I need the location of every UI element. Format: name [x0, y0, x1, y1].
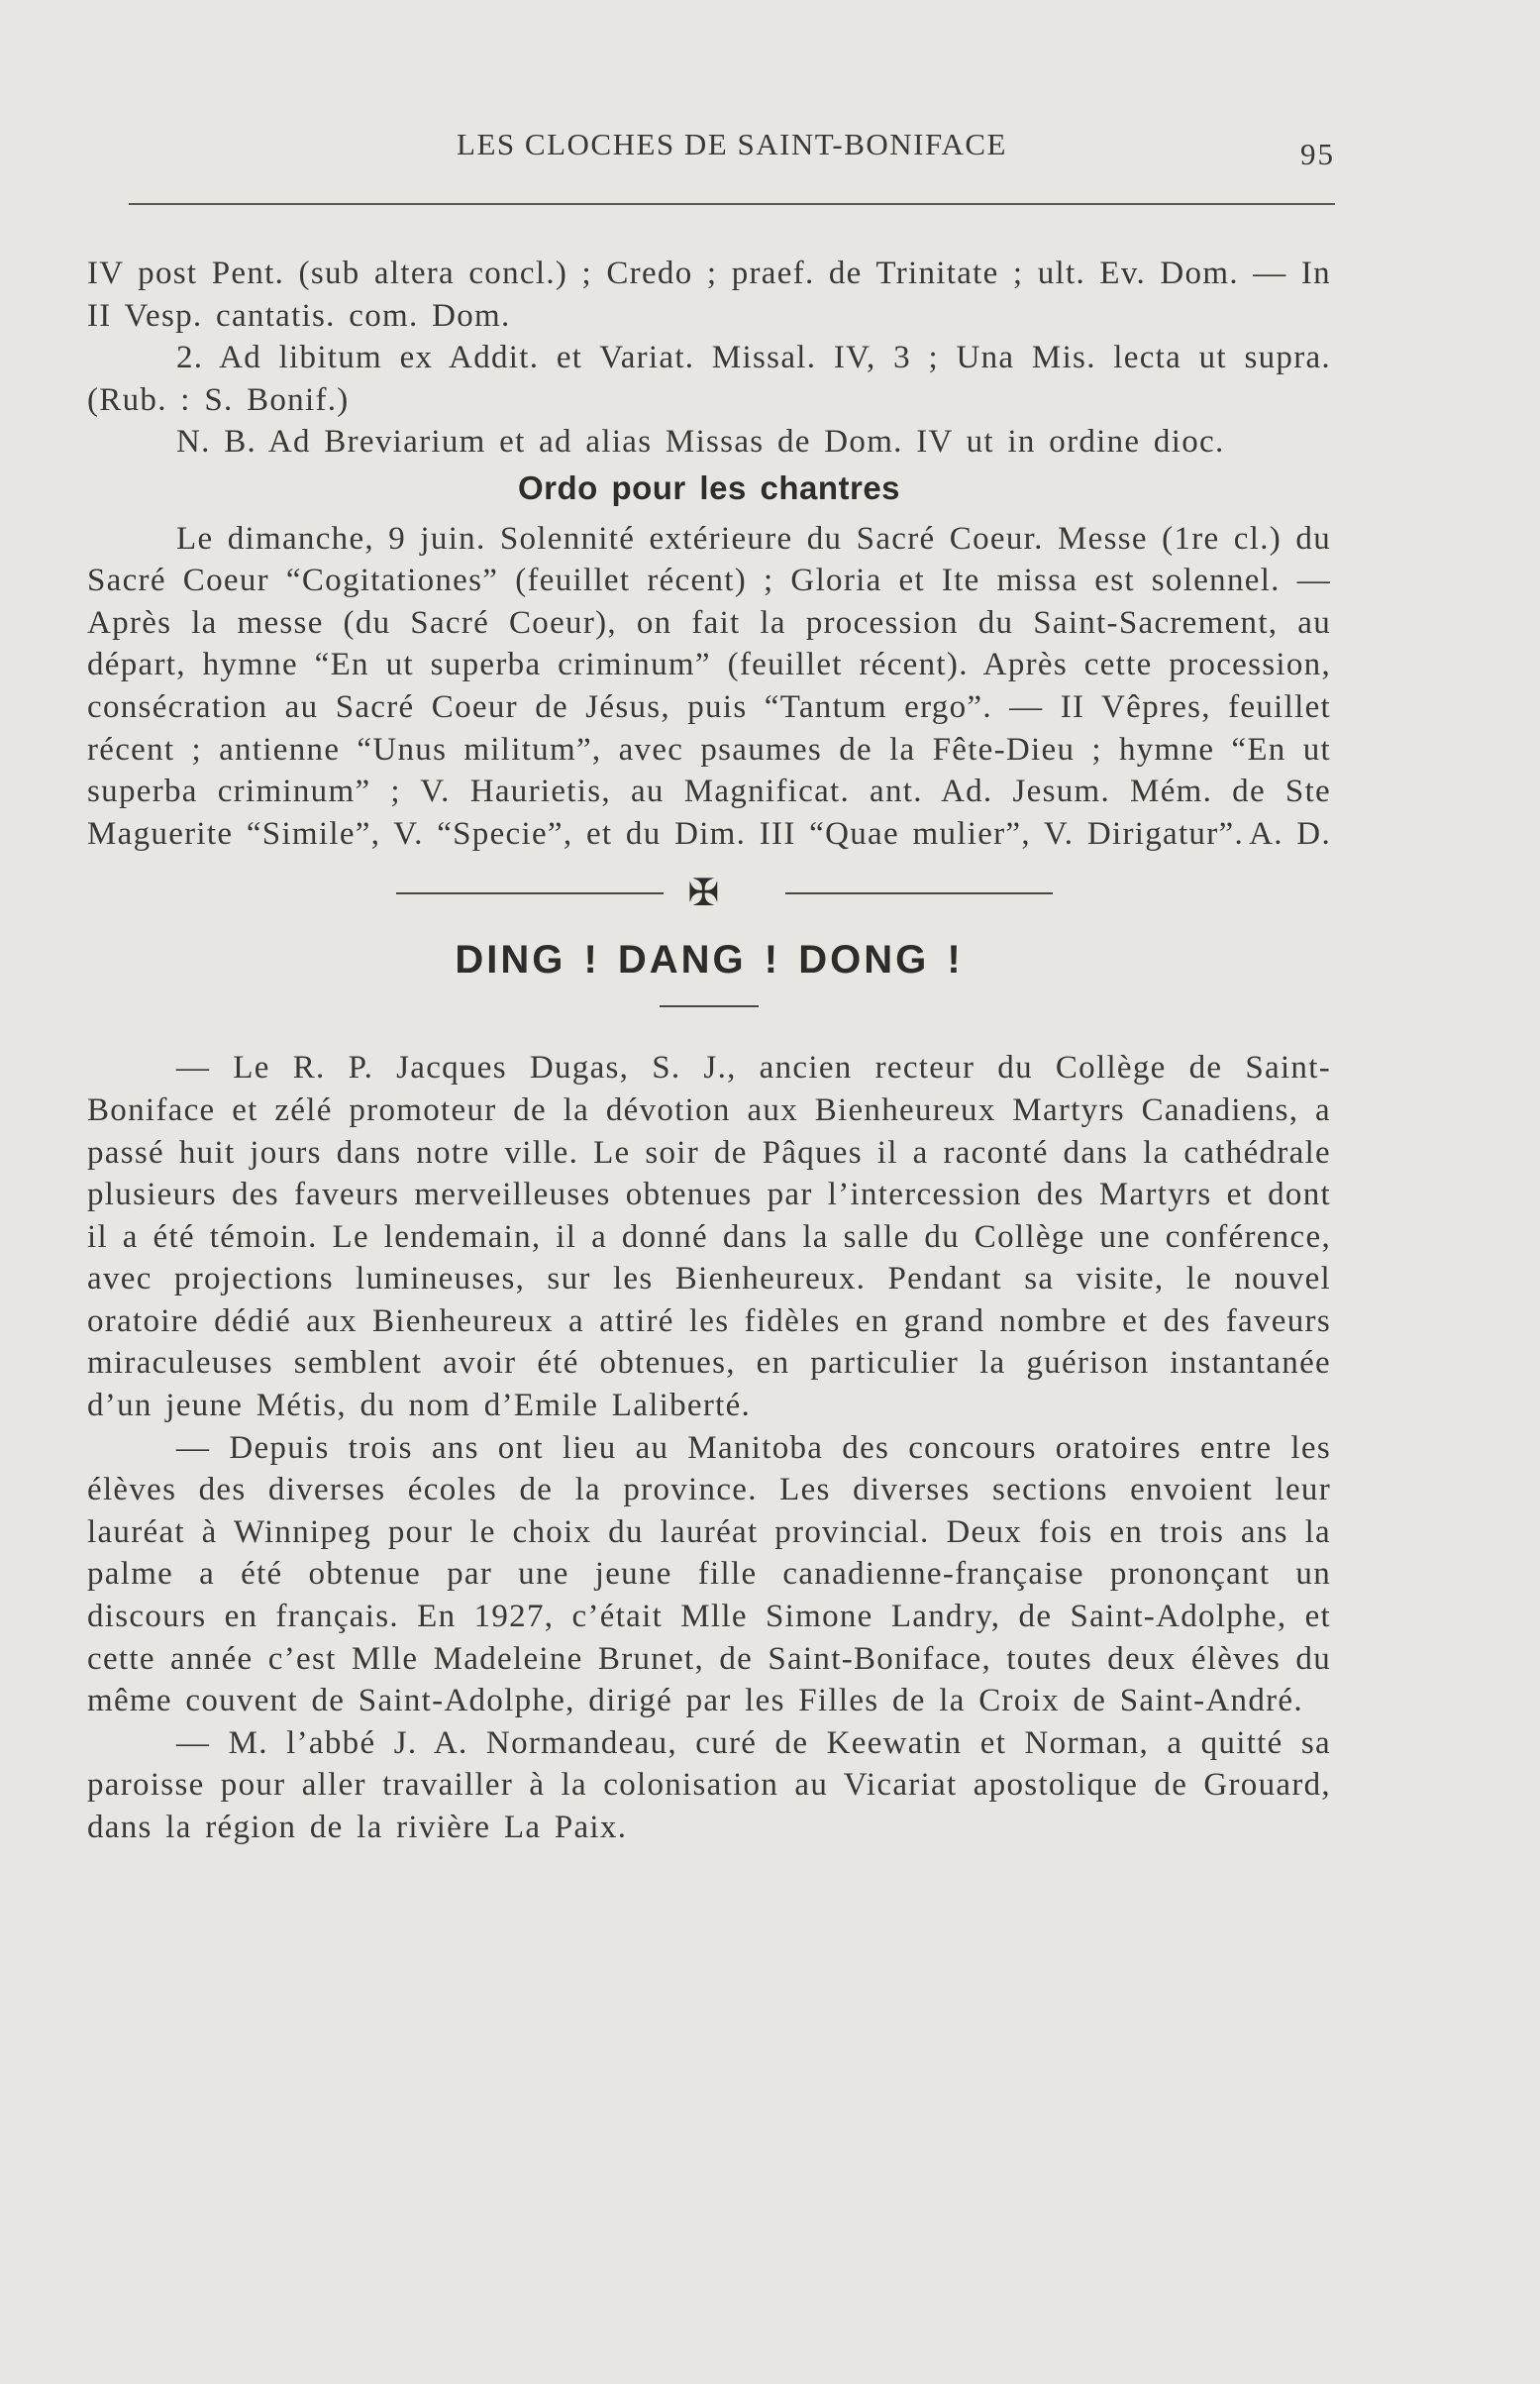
title-underline [660, 1005, 759, 1007]
header-rule [129, 203, 1335, 205]
running-head [129, 127, 1335, 186]
news-item-normandeau: — M. l’abbé J. A. Normandeau, curé de Keewatin et Norman, a quitté sa paroisse pour aller travailler à la colonisation au Vicariat apostolique de Grouard, dans la région de la rivière La Paix. [87, 1724, 1331, 1845]
news-item-dugas: — Le R. P. Jacques Dugas, S. J., ancien recteur du Collège de Saint-Boniface et zélé promoteur de la dévotion aux Bienheureux Martyrs Canadiens, a passé huit jours dans notre ville. Le soir de Pâques il a raconté dans la cathédrale plusieurs des faveurs merveilleuses obtenues par l’intercession des Martyrs et dont il a été témoin. Le lendemain, il a donné dans la salle du Collège une conférence, avec projections lumineuses, sur les Bienheureux. Pendant sa visite, le nouvel oratoire dédié aux Bienheureux a attiré les fidèles en grand nombre et des faveurs miraculeuses semblent avoir été obtenues, en particulier la guérison instantanée d’un jeune Métis, du nom d’Emile Laliberté. [87, 1050, 1331, 1424]
intro-paragraph-2: 2. Ad libitum ex Addit. et Variat. Missal. IV, 3 ; Una Mis. lecta ut supra. (Rub. : S. Bonif.) [87, 340, 1331, 418]
news-item-concours: — Depuis trois ans ont lieu au Manitoba des concours oratoires entre les élèves des diverses écoles de la province. Les diverses sections envoient leur lauréat à Winnipeg pour le choix du lauréat provincial. Deux fois en trois ans la palme a été obtenue par une jeune fille canadienne-française prononçant un discours en français. En 1927, c’était Mlle Simone Landry, de Saint-Adolphe, et cette année c’est Mlle Madeleine Brunet, de Saint-Boniface, toutes deux élèves du même couvent de Saint-Adolphe, dirigé par les Filles de la Croix de Saint-André. [87, 1429, 1331, 1719]
divider-rule-left [396, 892, 664, 894]
ordo-signature: A. D. [1249, 815, 1331, 852]
ordo-heading: Ordo pour les chantres [517, 468, 901, 506]
intro-paragraph-1: IV post Pent. (sub altera concl.) ; Credo ; praef. de Trinitate ; ult. Ev. Dom. — In II Vesp. cantatis. com. Dom. [87, 256, 1331, 334]
intro-paragraph-nb: N. B. Ad Breviarium et ad alias Missas de Dom. IV ut in ordine dioc. [176, 424, 1225, 461]
page-body [87, 253, 1331, 1849]
page-number: 95 [1300, 137, 1335, 171]
maltese-cross-icon: ✠ [687, 871, 721, 915]
ordo-paragraph: Le dimanche, 9 juin. Solennité extérieure du Sacré Coeur. Messe (1re cl.) du Sacré Coeur “Cogitationes” (feuillet récent) ; Gloria et Ite missa est solennel. — Après la messe (du Sacré Coeur), on fait la procession du Saint-Sacrement, au départ, hymne “En ut superba criminum” (feuillet récent). Après cette procession, consécration au Sacré Coeur de Jésus, puis “Tantum ergo”. — II Vêpres, feuillet récent ; antienne “Unus militum”, avec psaumes de la Fête-Dieu ; hymne “En ut superba criminum” ; V. Haurietis, au Magnificat. ant. Ad. Jesum. Mém. de Ste Maguerite “Simile”, V. “Specie”, et du Dim. III “Quae mulier”, V. Dirigatur”. [87, 520, 1331, 852]
ordo-section [87, 518, 1331, 856]
divider-rule-right [785, 892, 1053, 894]
section-divider [87, 871, 1331, 914]
running-head-title: LES CLOCHES DE SAINT-BONIFACE [457, 127, 1007, 161]
news-section-title: DING ! DANG ! DONG ! [455, 938, 964, 983]
